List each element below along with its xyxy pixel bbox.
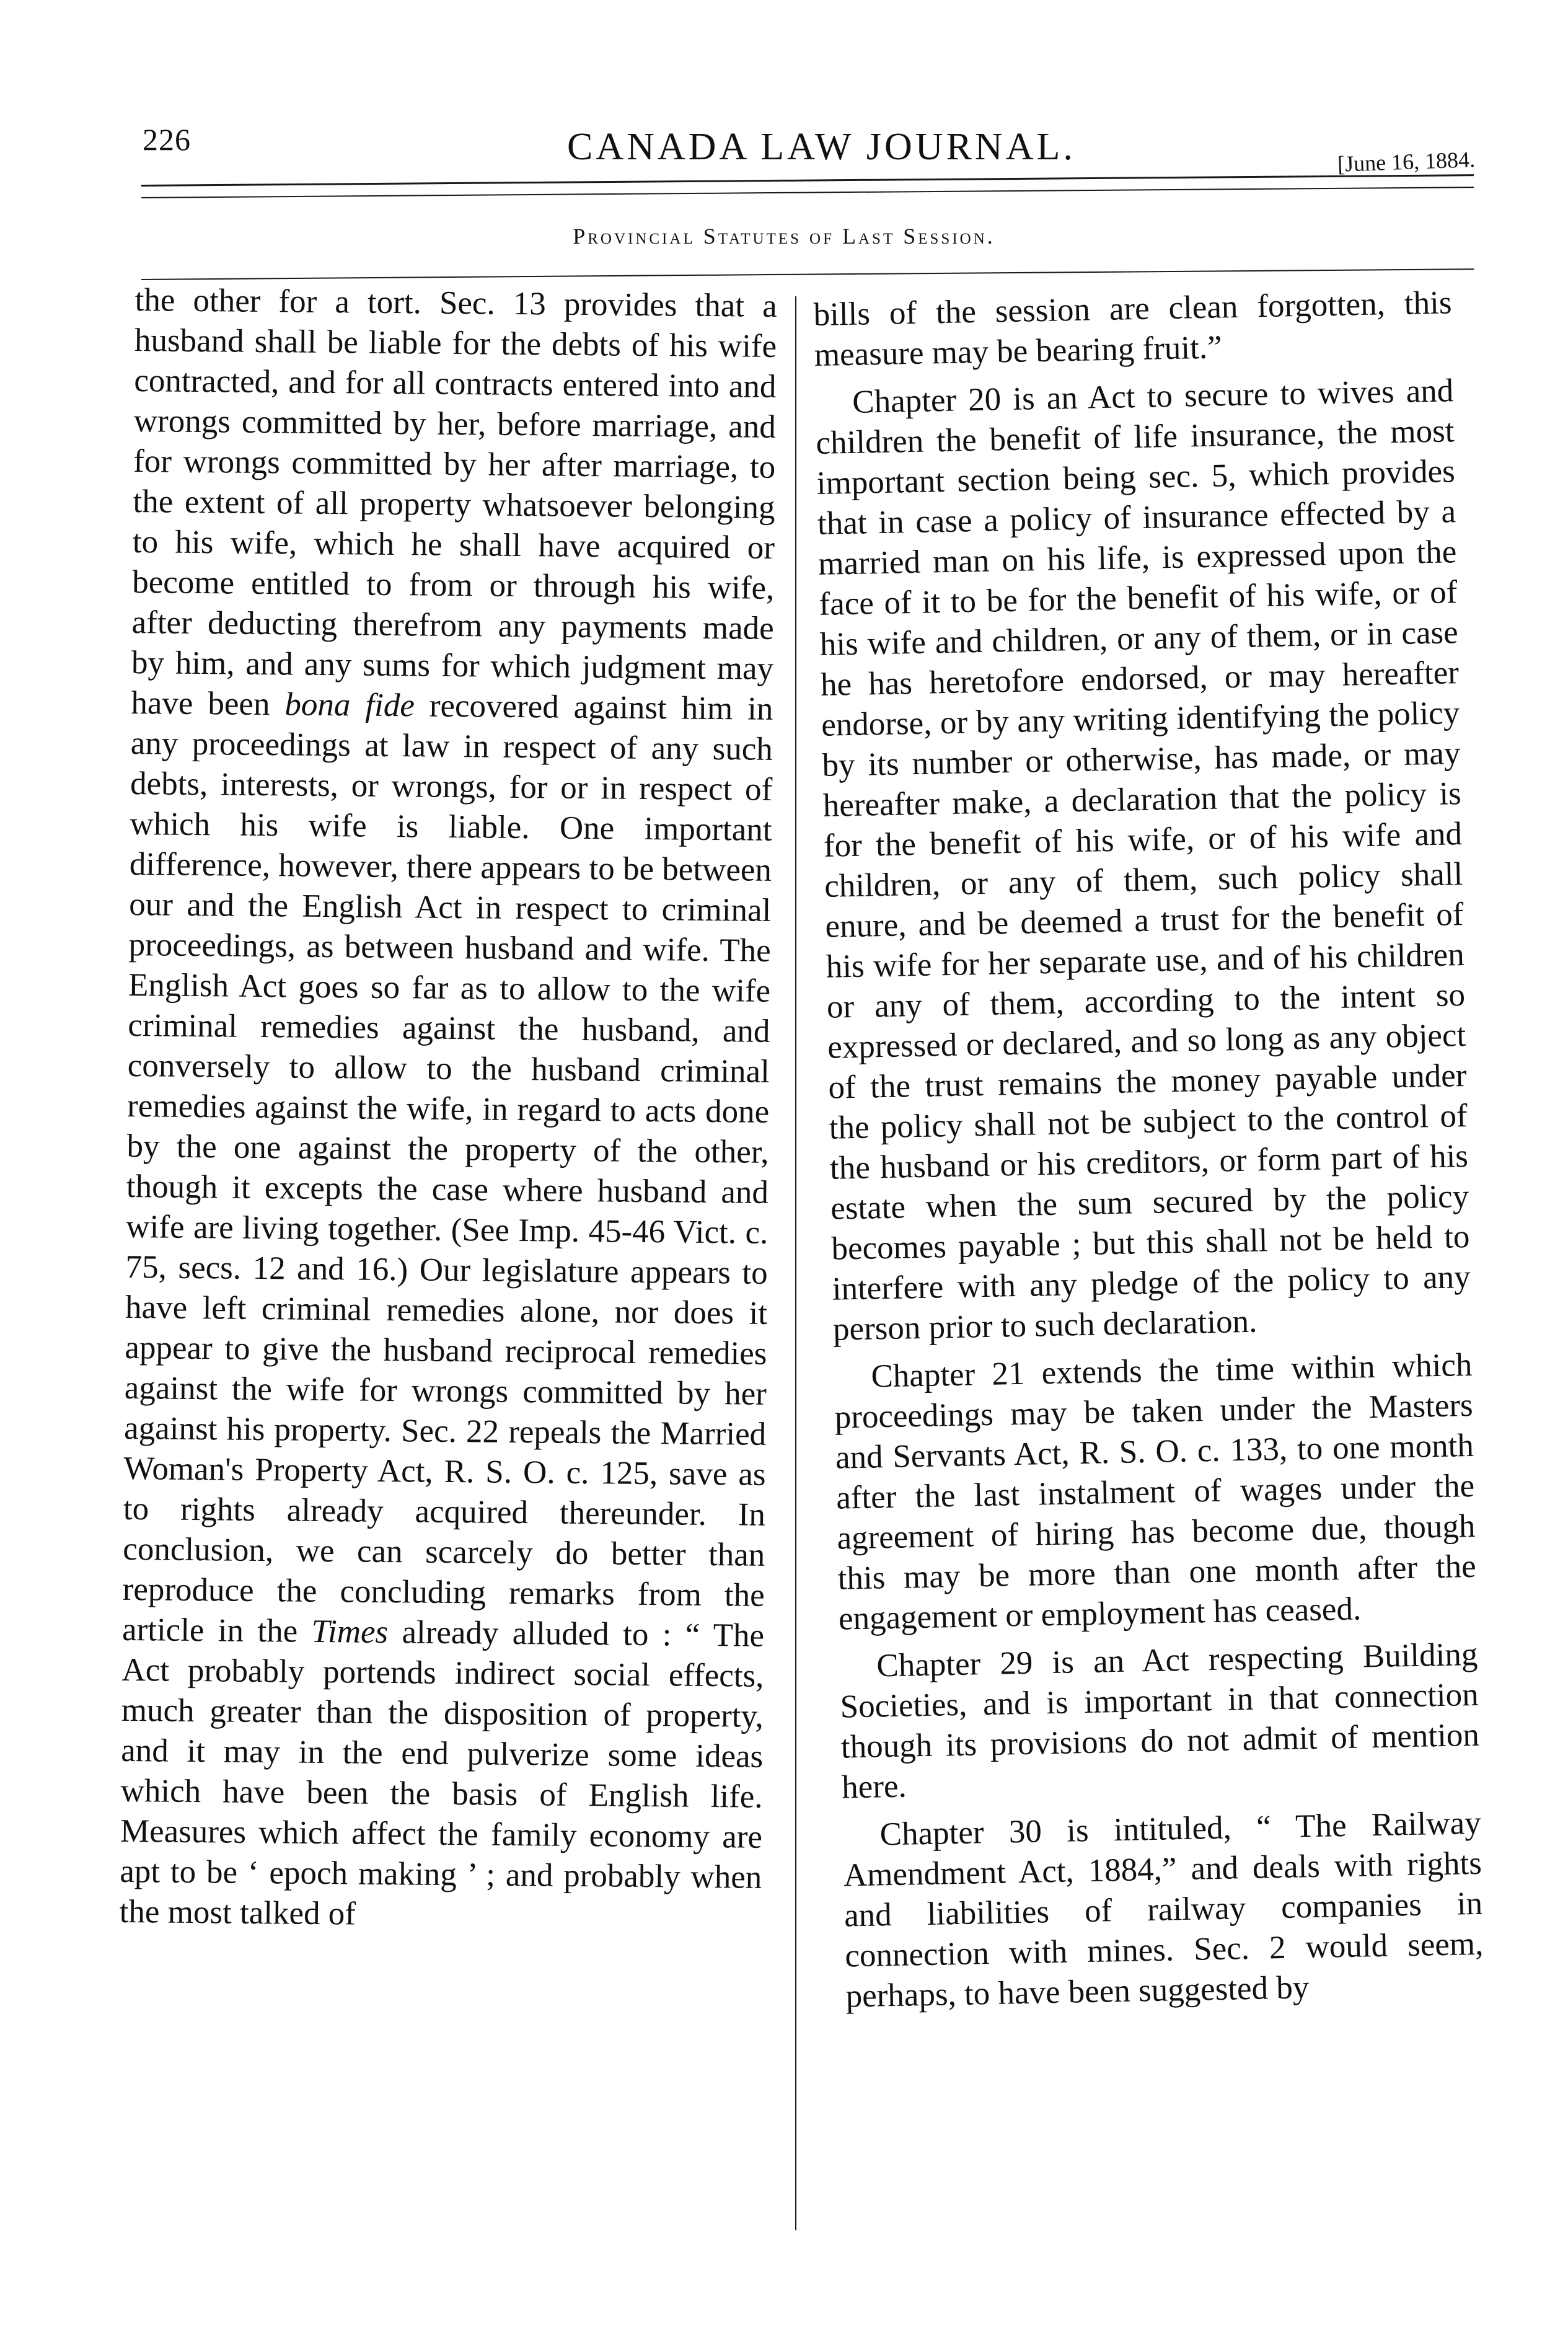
left-italic-times: Times: [311, 1613, 389, 1651]
left-paragraph-1: [119, 280, 777, 1938]
right-paragraph-chapter-21: Chapter 21 extends the time within which proceedings may be taken under the Masters and Servants Act, R. S. O. c. 133, to one month after the last instalment of wages under the agreement of hiring has become due, though this may be more than one month after the engagement or employment has ceased.: [834, 1346, 1477, 1637]
left-text-a: the other for a tort. Sec. 13 provides that a husband shall be liable for the debts of his wife contracted, and for all contracts entered into and wrongs committed by her, before marriage, and for wrongs committed by her after marriage, to the extent of all property whatsoever belonging to his wife, which he shall have acquired or become entitled to from or through his wife, after deducting therefrom any payments made by him, and any sums for which judgment may have been: [131, 281, 777, 723]
right-paragraph-chapter-30: Chapter 30 is intituled, “ The Railway Amendment Act, 1884,” and deals with rights and liabilities of railway companies in connection with mines. Sec. 2 would seem, perhaps, to have been suggested by: [843, 1804, 1484, 2015]
section-heading: Provincial Statutes of Last Session.: [573, 224, 995, 249]
right-column: [813, 283, 1484, 2016]
right-paragraph-chapter-29: Chapter 29 is an Act respecting Building Societies, and is important in that connection though its provisions do not admit of mention here.: [840, 1636, 1480, 1806]
left-column: [119, 280, 777, 1938]
journal-title: CANADA LAW JOURNAL.: [567, 126, 1076, 168]
right-paragraph-1: bills of the session are clean forgotten, this measure may be bearing fruit.”: [813, 285, 1452, 373]
right-paragraph-chapter-20: Chapter 20 is an Act to secure to wives and children the benefit of life insurance, the most important section being sec. 5, which provides that in case a policy of insurance effected by a married man on his life, is expressed upon the face of it to be for the benefit of his wife, or of his wife and children, or any of them, or in case he has heretofore endorsed, or may hereafter endorse, or by any writing identifying the policy by its number or otherwise, has made, or may hereafter make, a declaration that the policy is for the benefit of his wife, or of his wife and children, or any of them, such policy shall enure, and be deemed a trust for the benefit of his wife for her separate use, and of his children or any of them, according to the intent so expressed or declared, and so long as any object of the trust remains the money payable under the policy shall not be subject to the control of the husband or his creditors, or form part of his estate when the sum secured by the policy becomes payable ; but this shall not be held to interfere with any pledge of the policy to any person prior to such declaration.: [816, 373, 1471, 1348]
column-divider: [795, 296, 796, 2230]
issue-date: [June 16, 1884.: [1337, 147, 1476, 177]
page-number: 226: [143, 122, 191, 157]
left-text-b: recovered against him in any proceedings at law in respect of any such debts, interests, or wrongs, for or in respect of which his wife is liable. One important difference, however, there appears to be between our and the English Act in respect to criminal proceedings, as between husband and wife. The English Act goes so far as to allow to the wife criminal remedies against the husband, and conversely to allow to the husband criminal remedies against the wife, in regard to acts done by the one against the property of the other, though it excepts the case where husband and wife are living together. (See Imp. 45-46 Vict. c. 75, secs. 12 and 16.) Our legislature appears to have left criminal remedies alone, nor does it appear to give the husband reciprocal remedies against the wife for wrongs committed by her against his property. Sec. 22 repeals the Married Woman's Property Act, R. S. O. c. 125, save as to rights already acquired thereunder. In conclusion, we can scarcely do better than reproduce the concluding remarks from the article in the: [121, 687, 773, 1650]
section-rule: [141, 268, 1474, 280]
left-italic-bona-fide: bona fide: [284, 686, 415, 724]
left-text-c: already alluded to : “ The Act probably portends indirect social effects, much greater than the disposition of property, and it may in the end pulverize some ideas which have been the basis of English life. Measures which affect the family economy are apt to be ‘ epoch making ’ ; and probably when the most talked of: [119, 1614, 765, 1932]
